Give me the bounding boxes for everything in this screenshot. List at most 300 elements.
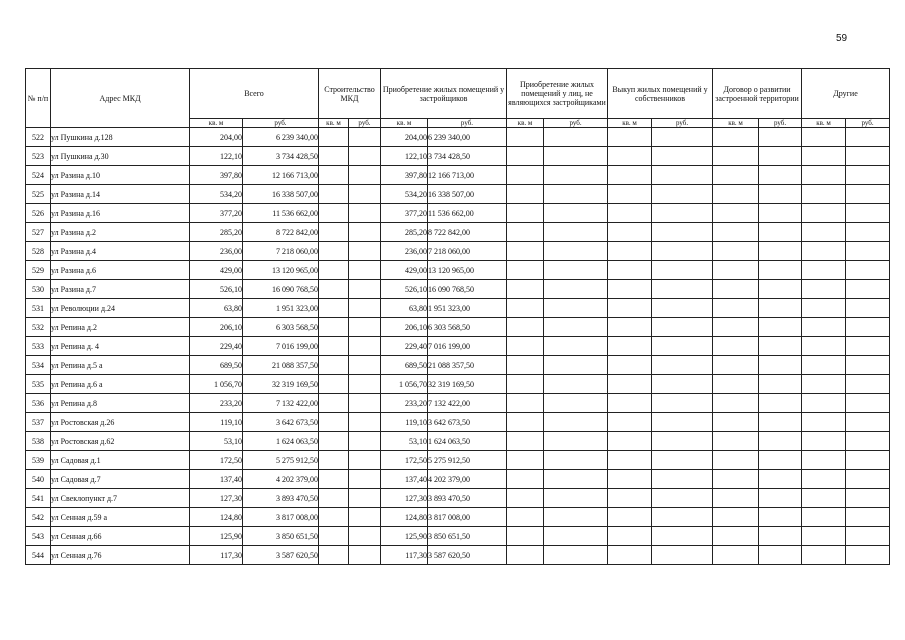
row-address: ул Разина д.10 [51, 166, 190, 185]
row-other-area [802, 489, 846, 508]
row-agreement-area [713, 356, 759, 375]
row-dev-area: 119,10 [381, 413, 428, 432]
row-nondev-area [507, 375, 544, 394]
row-buyout-area [608, 451, 652, 470]
row-number: 530 [26, 280, 51, 299]
row-dev-area: 397,80 [381, 166, 428, 185]
row-number: 542 [26, 508, 51, 527]
row-nondev-cost [544, 147, 608, 166]
row-construction-area [319, 185, 349, 204]
row-nondev-area [507, 451, 544, 470]
row-nondev-cost [544, 470, 608, 489]
row-buyout-cost [652, 337, 713, 356]
row-address: ул Садовая д.1 [51, 451, 190, 470]
row-construction-area [319, 546, 349, 565]
row-agreement-cost [759, 318, 802, 337]
row-total-area: 526,10 [190, 280, 243, 299]
row-buyout-cost [652, 242, 713, 261]
row-dev-cost: 6 239 340,00 [428, 128, 507, 147]
unit-rub: руб. [759, 119, 802, 128]
row-dev-cost: 16 338 507,00 [428, 185, 507, 204]
table-row [26, 451, 890, 470]
row-construction-area [319, 147, 349, 166]
row-dev-cost: 8 722 842,00 [428, 223, 507, 242]
row-agreement-cost [759, 147, 802, 166]
row-total-area: 127,30 [190, 489, 243, 508]
unit-sqm: кв. м [713, 119, 759, 128]
row-number: 544 [26, 546, 51, 565]
unit-sqm: кв. м [319, 119, 349, 128]
row-nondev-cost [544, 299, 608, 318]
row-dev-cost: 11 536 662,00 [428, 204, 507, 223]
row-dev-area: 206,10 [381, 318, 428, 337]
row-agreement-cost [759, 432, 802, 451]
row-total-cost: 7 218 060,00 [243, 242, 319, 261]
row-agreement-cost [759, 204, 802, 223]
row-nondev-cost [544, 546, 608, 565]
row-dev-area: 689,50 [381, 356, 428, 375]
table-row [26, 489, 890, 508]
row-total-area: 63,80 [190, 299, 243, 318]
row-construction-area [319, 223, 349, 242]
row-total-area: 119,10 [190, 413, 243, 432]
row-construction-cost [349, 185, 381, 204]
header-address: Адрес МКД [51, 69, 190, 128]
row-construction-cost [349, 451, 381, 470]
row-total-cost: 6 303 568,50 [243, 318, 319, 337]
row-nondev-cost [544, 489, 608, 508]
table-row [26, 413, 890, 432]
row-dev-area: 526,10 [381, 280, 428, 299]
table-row [26, 470, 890, 489]
row-agreement-cost [759, 299, 802, 318]
row-buyout-cost [652, 128, 713, 147]
row-other-cost [846, 280, 890, 299]
row-address: ул Сенная д.66 [51, 527, 190, 546]
row-other-area [802, 261, 846, 280]
row-agreement-area [713, 394, 759, 413]
row-agreement-cost [759, 261, 802, 280]
row-construction-cost [349, 147, 381, 166]
row-address: ул Садовая д.7 [51, 470, 190, 489]
row-buyout-cost [652, 147, 713, 166]
row-address: ул Ростовская д.62 [51, 432, 190, 451]
row-dev-cost: 3 893 470,50 [428, 489, 507, 508]
row-buyout-cost [652, 223, 713, 242]
row-address: ул Разина д.7 [51, 280, 190, 299]
header-buyout-owners: Выкуп жилых помещений у собственников [608, 69, 713, 119]
row-address: ул Репина д.2 [51, 318, 190, 337]
unit-rub: руб. [846, 119, 890, 128]
row-agreement-area [713, 470, 759, 489]
row-total-area: 689,50 [190, 356, 243, 375]
row-construction-cost [349, 356, 381, 375]
row-total-cost: 5 275 912,50 [243, 451, 319, 470]
header-purchase-developers: Приобретение жилых помещений у застройщиков [381, 69, 507, 119]
row-address: ул Свеклопункт д.7 [51, 489, 190, 508]
row-dev-area: 229,40 [381, 337, 428, 356]
row-buyout-area [608, 356, 652, 375]
row-construction-area [319, 261, 349, 280]
row-nondev-area [507, 394, 544, 413]
row-construction-area [319, 204, 349, 223]
table-row [26, 242, 890, 261]
row-other-area [802, 318, 846, 337]
row-construction-area [319, 527, 349, 546]
row-buyout-cost [652, 204, 713, 223]
row-other-cost [846, 318, 890, 337]
row-other-area [802, 413, 846, 432]
row-agreement-cost [759, 375, 802, 394]
row-number: 538 [26, 432, 51, 451]
header-total: Всего [190, 69, 319, 119]
row-agreement-cost [759, 451, 802, 470]
row-dev-cost: 3 734 428,50 [428, 147, 507, 166]
table-row [26, 394, 890, 413]
row-address: ул Репина д.6 а [51, 375, 190, 394]
row-nondev-cost [544, 128, 608, 147]
row-other-cost [846, 299, 890, 318]
row-dev-cost: 12 166 713,00 [428, 166, 507, 185]
row-other-area [802, 147, 846, 166]
row-agreement-area [713, 375, 759, 394]
row-other-area [802, 185, 846, 204]
row-construction-area [319, 413, 349, 432]
row-nondev-cost [544, 318, 608, 337]
row-dev-area: 137,40 [381, 470, 428, 489]
row-agreement-area [713, 337, 759, 356]
row-nondev-area [507, 242, 544, 261]
row-construction-cost [349, 432, 381, 451]
row-dev-area: 124,80 [381, 508, 428, 527]
row-agreement-area [713, 147, 759, 166]
row-total-area: 285,20 [190, 223, 243, 242]
row-total-area: 233,20 [190, 394, 243, 413]
row-agreement-area [713, 128, 759, 147]
row-construction-cost [349, 527, 381, 546]
row-total-cost: 3 734 428,50 [243, 147, 319, 166]
table-row [26, 166, 890, 185]
row-address: ул Сенная д.76 [51, 546, 190, 565]
row-other-cost [846, 470, 890, 489]
row-total-cost: 16 338 507,00 [243, 185, 319, 204]
row-other-cost [846, 508, 890, 527]
row-total-cost: 16 090 768,50 [243, 280, 319, 299]
row-total-area: 124,80 [190, 508, 243, 527]
row-address: ул Разина д.14 [51, 185, 190, 204]
row-dev-cost: 3 817 008,00 [428, 508, 507, 527]
row-address: ул Ростовская д.26 [51, 413, 190, 432]
row-buyout-cost [652, 489, 713, 508]
row-total-cost: 6 239 340,00 [243, 128, 319, 147]
row-dev-cost: 1 951 323,00 [428, 299, 507, 318]
row-dev-area: 1 056,70 [381, 375, 428, 394]
row-nondev-area [507, 147, 544, 166]
row-number: 533 [26, 337, 51, 356]
table-row [26, 299, 890, 318]
row-buyout-area [608, 470, 652, 489]
row-address: ул Пушкина д.30 [51, 147, 190, 166]
unit-rub: руб. [544, 119, 608, 128]
row-total-cost: 12 166 713,00 [243, 166, 319, 185]
row-dev-cost: 21 088 357,50 [428, 356, 507, 375]
row-buyout-cost [652, 185, 713, 204]
row-nondev-area [507, 204, 544, 223]
row-other-area [802, 280, 846, 299]
row-agreement-cost [759, 394, 802, 413]
row-dev-cost: 3 587 620,50 [428, 546, 507, 565]
row-other-area [802, 337, 846, 356]
housing-resettlement-table [25, 68, 890, 565]
row-construction-area [319, 280, 349, 299]
table-row [26, 527, 890, 546]
row-agreement-area [713, 185, 759, 204]
row-buyout-area [608, 394, 652, 413]
row-construction-cost [349, 280, 381, 299]
row-number: 539 [26, 451, 51, 470]
row-address: ул Революции д.24 [51, 299, 190, 318]
row-other-cost [846, 166, 890, 185]
row-buyout-area [608, 280, 652, 299]
row-other-area [802, 375, 846, 394]
unit-rub: руб. [349, 119, 381, 128]
row-other-area [802, 432, 846, 451]
row-number: 531 [26, 299, 51, 318]
header-num: № п/п [26, 69, 51, 128]
table-row [26, 356, 890, 375]
row-nondev-area [507, 280, 544, 299]
row-buyout-cost [652, 451, 713, 470]
row-dev-area: 53,10 [381, 432, 428, 451]
row-agreement-area [713, 299, 759, 318]
row-other-cost [846, 546, 890, 565]
header-purchase-non-developers: Приобретение жилых помещений у лиц, не являющихся застройщиками [507, 69, 608, 119]
row-nondev-area [507, 413, 544, 432]
row-construction-area [319, 128, 349, 147]
row-construction-area [319, 375, 349, 394]
row-dev-cost: 13 120 965,00 [428, 261, 507, 280]
unit-rub: руб. [243, 119, 319, 128]
row-construction-cost [349, 223, 381, 242]
row-nondev-area [507, 489, 544, 508]
row-number: 534 [26, 356, 51, 375]
row-total-cost: 3 587 620,50 [243, 546, 319, 565]
row-construction-cost [349, 318, 381, 337]
row-other-cost [846, 185, 890, 204]
row-agreement-area [713, 508, 759, 527]
row-construction-cost [349, 375, 381, 394]
row-buyout-area [608, 413, 652, 432]
row-total-area: 429,00 [190, 261, 243, 280]
row-nondev-area [507, 356, 544, 375]
row-dev-area: 117,30 [381, 546, 428, 565]
row-construction-area [319, 318, 349, 337]
row-dev-area: 236,00 [381, 242, 428, 261]
row-nondev-area [507, 223, 544, 242]
row-nondev-area [507, 261, 544, 280]
row-other-cost [846, 204, 890, 223]
row-number: 527 [26, 223, 51, 242]
row-number: 543 [26, 527, 51, 546]
row-agreement-cost [759, 356, 802, 375]
row-dev-area: 122,10 [381, 147, 428, 166]
row-total-cost: 3 850 651,50 [243, 527, 319, 546]
header-construction: Строительство МКД [319, 69, 381, 119]
row-buyout-cost [652, 261, 713, 280]
row-buyout-cost [652, 470, 713, 489]
row-number: 523 [26, 147, 51, 166]
row-nondev-cost [544, 451, 608, 470]
row-number: 522 [26, 128, 51, 147]
row-construction-area [319, 489, 349, 508]
unit-sqm: кв. м [381, 119, 428, 128]
row-buyout-cost [652, 527, 713, 546]
row-other-cost [846, 413, 890, 432]
row-total-area: 125,90 [190, 527, 243, 546]
row-agreement-cost [759, 489, 802, 508]
row-total-cost: 3 642 673,50 [243, 413, 319, 432]
row-nondev-cost [544, 185, 608, 204]
row-other-area [802, 546, 846, 565]
row-agreement-area [713, 261, 759, 280]
row-construction-cost [349, 546, 381, 565]
row-dev-area: 233,20 [381, 394, 428, 413]
row-buyout-area [608, 318, 652, 337]
row-total-cost: 1 624 063,50 [243, 432, 319, 451]
row-other-area [802, 166, 846, 185]
row-total-area: 204,00 [190, 128, 243, 147]
row-nondev-cost [544, 280, 608, 299]
row-buyout-area [608, 185, 652, 204]
row-dev-cost: 6 303 568,50 [428, 318, 507, 337]
row-nondev-area [507, 166, 544, 185]
row-construction-area [319, 356, 349, 375]
row-address: ул Разина д.2 [51, 223, 190, 242]
row-agreement-area [713, 318, 759, 337]
row-agreement-cost [759, 223, 802, 242]
row-agreement-area [713, 223, 759, 242]
row-nondev-cost [544, 375, 608, 394]
row-construction-area [319, 299, 349, 318]
row-agreement-area [713, 546, 759, 565]
row-total-area: 117,30 [190, 546, 243, 565]
row-construction-area [319, 470, 349, 489]
row-buyout-cost [652, 413, 713, 432]
row-number: 529 [26, 261, 51, 280]
row-nondev-cost [544, 204, 608, 223]
row-dev-area: 127,30 [381, 489, 428, 508]
row-total-area: 53,10 [190, 432, 243, 451]
row-total-cost: 7 016 199,00 [243, 337, 319, 356]
row-other-cost [846, 451, 890, 470]
row-agreement-area [713, 413, 759, 432]
row-construction-cost [349, 413, 381, 432]
row-construction-cost [349, 470, 381, 489]
row-buyout-area [608, 204, 652, 223]
row-total-cost: 8 722 842,00 [243, 223, 319, 242]
row-other-area [802, 470, 846, 489]
row-total-area: 206,10 [190, 318, 243, 337]
row-buyout-area [608, 128, 652, 147]
header-other: Другие [802, 69, 890, 119]
row-dev-cost: 32 319 169,50 [428, 375, 507, 394]
row-dev-cost: 7 016 199,00 [428, 337, 507, 356]
row-construction-cost [349, 489, 381, 508]
row-buyout-area [608, 527, 652, 546]
row-other-cost [846, 356, 890, 375]
row-buyout-area [608, 166, 652, 185]
row-other-area [802, 356, 846, 375]
row-nondev-cost [544, 394, 608, 413]
row-dev-cost: 4 202 379,00 [428, 470, 507, 489]
row-nondev-area [507, 185, 544, 204]
row-buyout-cost [652, 508, 713, 527]
row-total-cost: 11 536 662,00 [243, 204, 319, 223]
unit-rub: руб. [652, 119, 713, 128]
row-nondev-cost [544, 356, 608, 375]
row-buyout-area [608, 489, 652, 508]
row-number: 528 [26, 242, 51, 261]
row-agreement-area [713, 527, 759, 546]
row-nondev-area [507, 546, 544, 565]
row-address: ул Разина д.6 [51, 261, 190, 280]
row-other-area [802, 242, 846, 261]
table-row [26, 204, 890, 223]
row-nondev-area [507, 527, 544, 546]
row-construction-cost [349, 508, 381, 527]
row-address: ул Сенная д.59 а [51, 508, 190, 527]
row-construction-cost [349, 242, 381, 261]
row-buyout-cost [652, 356, 713, 375]
row-nondev-cost [544, 527, 608, 546]
row-agreement-area [713, 166, 759, 185]
row-agreement-area [713, 451, 759, 470]
row-agreement-cost [759, 185, 802, 204]
row-dev-cost: 7 218 060,00 [428, 242, 507, 261]
row-number: 525 [26, 185, 51, 204]
row-other-cost [846, 394, 890, 413]
row-total-area: 534,20 [190, 185, 243, 204]
row-address: ул Разина д.16 [51, 204, 190, 223]
row-buyout-area [608, 508, 652, 527]
row-construction-area [319, 337, 349, 356]
row-number: 536 [26, 394, 51, 413]
table-row [26, 337, 890, 356]
row-dev-area: 534,20 [381, 185, 428, 204]
unit-sqm: кв. м [608, 119, 652, 128]
row-total-area: 397,80 [190, 166, 243, 185]
row-construction-cost [349, 128, 381, 147]
table-row [26, 318, 890, 337]
row-dev-cost: 5 275 912,50 [428, 451, 507, 470]
row-buyout-cost [652, 166, 713, 185]
table-row [26, 185, 890, 204]
row-other-area [802, 527, 846, 546]
row-dev-area: 172,50 [381, 451, 428, 470]
table-row [26, 223, 890, 242]
row-construction-area [319, 394, 349, 413]
row-agreement-area [713, 280, 759, 299]
row-buyout-cost [652, 394, 713, 413]
row-other-cost [846, 375, 890, 394]
row-nondev-cost [544, 337, 608, 356]
row-construction-area [319, 432, 349, 451]
row-construction-area [319, 508, 349, 527]
row-total-cost: 13 120 965,00 [243, 261, 319, 280]
table-row [26, 508, 890, 527]
row-nondev-cost [544, 223, 608, 242]
row-agreement-cost [759, 413, 802, 432]
